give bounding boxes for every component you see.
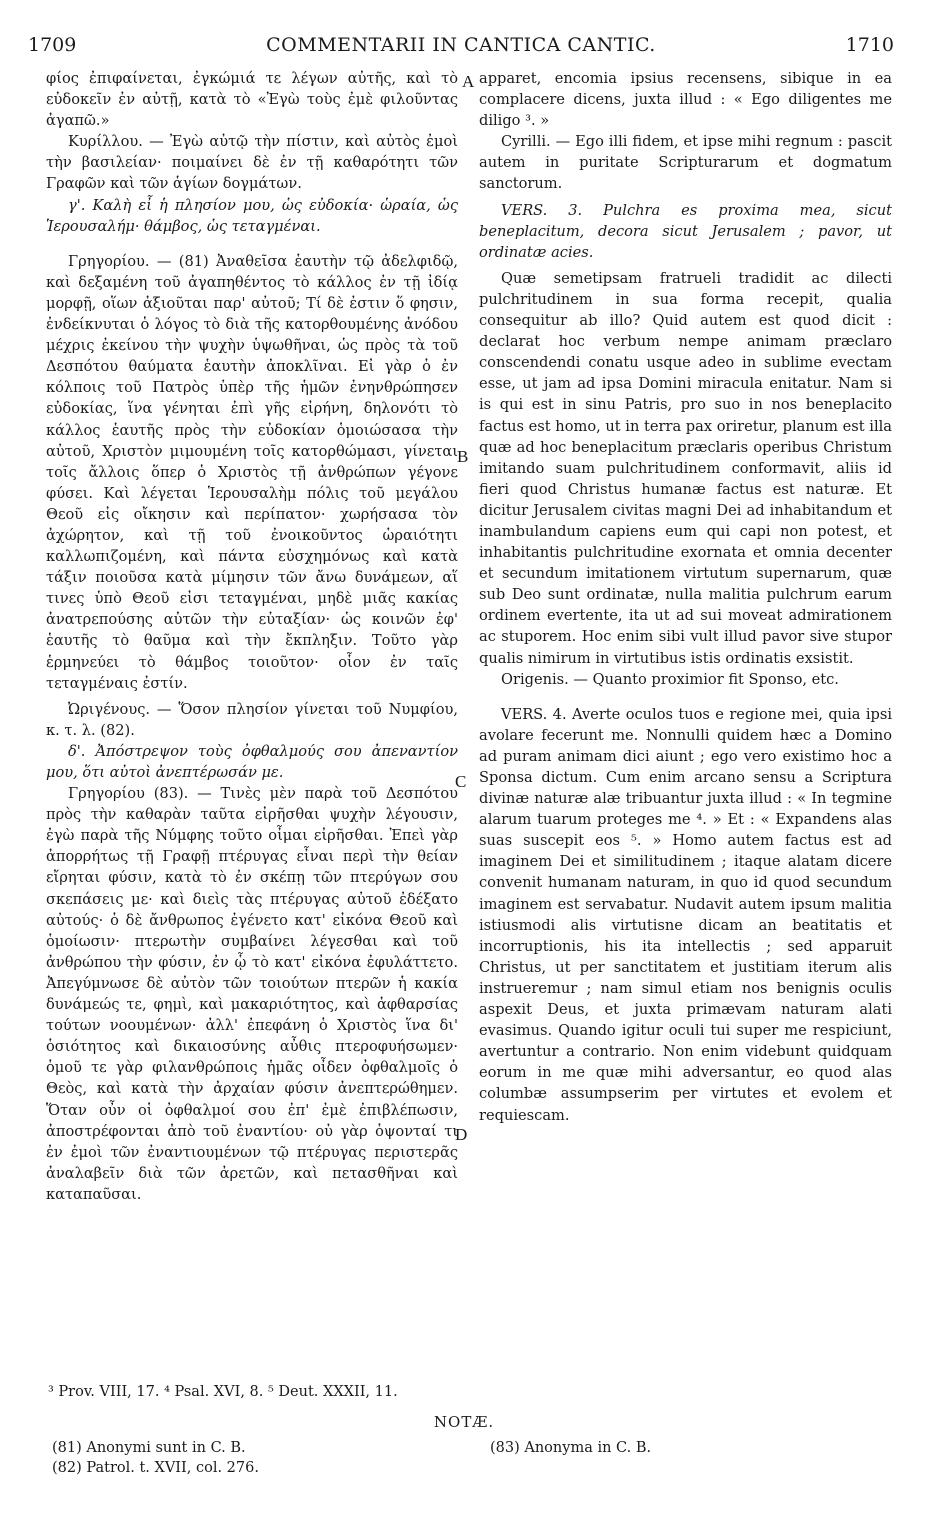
page-number-left: 1709 — [28, 34, 77, 56]
margin-letter: B — [457, 447, 469, 466]
greek-paragraph: Κυρίλλου. — Ἐγὼ αὐτῷ τὴν πίστιν, καὶ αὐτὸς ἐμοὶ τὴν βασιλείαν· ποιμαίνει δὲ ἐν τῇ καθαρότητι τῶν Γραφῶν καὶ τῶν ἁγίων δογμάτων. — [46, 133, 458, 193]
greek-paragraph: Ὠριγένους. — Ὅσον πλησίον γίνεται τοῦ Νυμφίου, κ. τ. λ. (82). — [46, 700, 458, 739]
greek-column — [46, 68, 458, 1205]
latin-paragraph: Quæ semetipsam fratrueli tradidit ac dilecti pulchritudinem in sua forma recepit, qualia consequitur ab illo? Quid autem est quod dicit : declarat hoc verbum nempe animam præclaro conscendendi conatu usque adeo in sublime evectam esse, ut jam ad ipsa Domini miracula enitatur. Nam si is qui est in sinu Patris, pro suo in nos beneplacito factus est homo, ut in terra pax oriretur, planum est illa quæ ad hoc beneplacitum præclaris operibus Christum imitando suam pulchritudinem conformavit, aliis id fieri quod Christus humanæ factus est naturæ. Et dicitur Jerusalem civitas magni Dei ad inhabitandum et inambulandum capiens eum qui capi non potest, et inhabitantis pulchritudine exornata et omnia decenter et secundum imitationem virtutum supernarum, quæ sub Deo sunt ordinatæ, nulla malitia pulchrum earum ordinem evertente, ita ut ad sui moveat admirationem ac stuporem. Hoc enim sibi vult illud pavor sive stupor qualis nimirum in virtutibus istis ordinatis exsistit. — [479, 269, 892, 667]
greek-paragraph: Γρηγορίου (83). — Τινὲς μὲν παρὰ τοῦ Δεσπότου πρὸς τὴν καθαρὰν ταῦτα εἰρῆσθαι ψυχὴν λέγουσιν, ἐγὼ παρὰ τῆς Νύμφης τοῦτο οἶμαι εἰρῆσθαι. Ἐπεὶ γὰρ ἀπορρήτως τῇ Γραφῇ πτέρυγας εἶναι περὶ τὴν θείαν εἴρηται φύσιν, κατὰ τὸ ἐν σκέπῃ τῶν πτερύγων σου σκεπάσεις με· καὶ διεὶς τὰς πτέρυγας αὐτοῦ ἐδέξατο αὐτούς· ὁ δὲ ἄνθρωπος ἐγένετο κατ' εἰκόνα Θεοῦ καὶ ὁμοίωσιν· πτερωτὴν συμβαίνει λέγεσθαι καὶ τοῦ ἀνθρώπου τὴν φύσιν, ἐν ᾧ τὸ κατ' εἰκόνα ἐφυλάττετο. Ἀπεγύμνωσε δὲ αὐτὸν τῶν τοιούτων πτερῶν ἡ κακία δυνάμεώς τε, φημὶ, καὶ μακαριότητος, καὶ ἀφθαρσίας τούτων νοουμένων· ἀλλ' ἐπεφάνη ὁ Χριστὸς ἵνα δι' ὁσιότητος καὶ δικαιοσύνης αὖθις πτεροφυήσωμεν· ὁμοῦ τε γὰρ φιλανθρώποις ἡμᾶς οἶδεν ὀφθαλμοῖς ὁ Θεὸς, καὶ κατὰ τὴν ἀρχαίαν φύσιν ἀνεπτερώθημεν. Ὅταν οὖν οἱ ὀφθαλμοί σου ἐπ' ἐμὲ ἐπιβλέπωσιν, ἀποστρέφονται ἀπὸ τοῦ ἐναντίου· οὐ γὰρ ὁψονταί τι ἐν ἐμοὶ τῶν ἐναντιουμένων τῷ πτέρυγας περιστερᾶς ἀναλαβεῖν διὰ τῶν ἀρετῶν, καὶ πετασθῆναι καὶ καταπαῦσαι. — [46, 785, 458, 1203]
margin-letter: C — [455, 772, 467, 791]
notes-title: NOTÆ. — [433, 1413, 495, 1431]
notes-left — [52, 1438, 472, 1478]
margin-letter: A — [462, 72, 475, 91]
latin-paragraph: Cyrilli. — Ego illi fidem, et ipse mihi regnum : pascit autem in puritate Scripturarum et dogmatum sanctorum. — [479, 133, 892, 193]
page-header — [28, 34, 894, 60]
latin-paragraph: VERS. 4. Averte oculos tuos e regione mei, quia ipsi avolare fecerunt me. Nonnulli quidem hæc a Domino ad puram animam dici aiunt ; ego vero existimo hoc a Sponsa dictum. Cum enim arcano sensu a Scriptura divinæ naturæ alæ tribuantur juxta illud : « In tegmine alarum tuarum proteges me ⁴. » Et : « Expandens alas suas suscepit eos ⁵. » Homo autem factus est ad imaginem Dei et similitudinem ; itaque alatam dicere convenit humanam naturam, in quo id quod secundum imaginem est servabatur. Nudavit autem ipsum malitia istiusmodi alis virtutisne dicam an beatitatis et incorruptionis, his ita intellectis ; sed apparuit Christus, ut per sanctitatem et justitiam iterum alis instrueremur ; nam simul etiam nos benignis oculis aspexit Deus, et juxta primævam naturam alati evasimus. Quando igitur oculi tui super me respiciunt, avertuntur a contrario. Non enim videbunt quidquam eorum in me quæ mihi adversantur, eo quod alas columbæ assumpserim per virtutes et evolem et requiescam. — [479, 705, 892, 1124]
latin-paragraph: apparet, encomia ipsius recensens, sibique in ea complacere dicens, juxta illud : « Ego diligentes me diligo ³. » — [479, 70, 892, 130]
note-item: (82) Patrol. t. XVII, col. 276. — [52, 1460, 259, 1476]
footnotes: ³ Prov. VIII, 17. ⁴ Psal. XVI, 8. ⁵ Deut. XXXII, 11. — [48, 1384, 398, 1400]
running-title: COMMENTARII IN CANTICA CANTIC. — [266, 34, 656, 56]
latin-paragraph: Origenis. — Quanto proximior fit Sponso, etc. — [501, 670, 839, 688]
note-item: (83) Anonyma in C. B. — [490, 1440, 652, 1456]
latin-verse-heading: VERS. 3. Pulchra es proxima mea, sicut beneplacitum, decora sicut Jerusalem ; pavor, ut ordinatæ acies. — [479, 201, 892, 261]
notes-right — [490, 1438, 890, 1458]
page-number-right: 1710 — [845, 34, 894, 56]
greek-verse-heading: γ'. Καλὴ εἶ ἡ πλησίον μου, ὡς εὐδοκία· ὡραία, ὡς Ἱερουσαλήμ· θάμβος, ὡς τεταγμέναι. — [46, 196, 458, 235]
margin-letter: D — [455, 1125, 468, 1144]
greek-verse-heading: δ'. Ἀπόστρεψον τοὺς ὀφθαλμούς σου ἀπεναντίον μου, ὅτι αὐτοὶ ἀνεπτέρωσάν με. — [46, 742, 458, 781]
greek-paragraph: Γρηγορίου. — (81) Ἀναθεῖσα ἑαυτὴν τῷ ἀδελφιδῷ, καὶ δεξαμένη τοῦ ἀγαπηθέντος τὸ κάλλος ἐν τῇ ἰδίᾳ μορφῇ, οἵων ἀξιοῦται παρ' αὐτοῦ; Τί δὲ ἐστιν ὅ φησιν, ἐνδείκνυται ὁ λόγος τὸ διὰ τῆς κατορθουμένης ἀνόδου μέχρις ἐκείνου τὴν ψυχὴν ὑψωθῆναι, ὡς πρὸς τὰ τοῦ Δεσπότου θαύματα ἑαυτὴν ἀποκλῖναι. Εἰ γὰρ ὁ ἐν κόλποις τοῦ Πατρὸς ὑπὲρ τῆς ἡμῶν ἐνηνθρώπησεν εὐδοκίας, ἵνα γένηται ἐπὶ γῆς εἰρήνη, δηλονότι τὸ κάλλος ἑαυτῆς πρὸς τὴν εὐδοκίαν ὁμοιώσασα τὴν αὐτοῦ, Χριστὸν μιμουμένη τοῖς κατορθώμασι, γίνεται τοῖς ἄλλοις ὅπερ ὁ Χριστὸς τῇ ἀνθρώπων γέγονε φύσει. Καὶ λέγεται Ἱερουσαλὴμ πόλις τοῦ μεγάλου Θεοῦ εἰς οἴκησιν καὶ περίπατον· χωρήσασα τὸν ἀχώρητον, καὶ τῇ τοῦ ἐνοικοῦντος ὡραιότητι καλλωπιζομένη, καὶ πάντα εὐσχημόνως καὶ κατὰ τάξιν ποιοῦσα κατὰ μίμησιν τῶν ἄνω δυνάμεων, αἵ τινες ὑπὸ Θεοῦ εἰσι τεταγμέναι, μηδὲ μιᾶς κακίας ἀνατρεπούσης αὐτῶν τὴν εὐταξίαν· ὡς κοινῶν ἐφ' ἑαυτῆς τὸ θαῦμα καὶ τὴν ἔκπληξιν. Τοῦτο γὰρ ἑρμηνεύει τὸ θάμβος τοιοῦτον· οἷον ἐν ταῖς τεταγμέναις ἐστίν. — [46, 252, 458, 692]
greek-paragraph: φίος ἐπιφαίνεται, ἐγκώμιά τε λέγων αὐτῆς, καὶ τὸ εὐδοκεῖν ἐν αὐτῇ, κατὰ τὸ «Ἐγὼ τοὺς ἐμὲ φιλοῦντας ἀγαπῶ.» — [46, 70, 458, 130]
note-item: (81) Anonymi sunt in C. B. — [52, 1440, 246, 1456]
latin-column — [479, 68, 892, 1126]
